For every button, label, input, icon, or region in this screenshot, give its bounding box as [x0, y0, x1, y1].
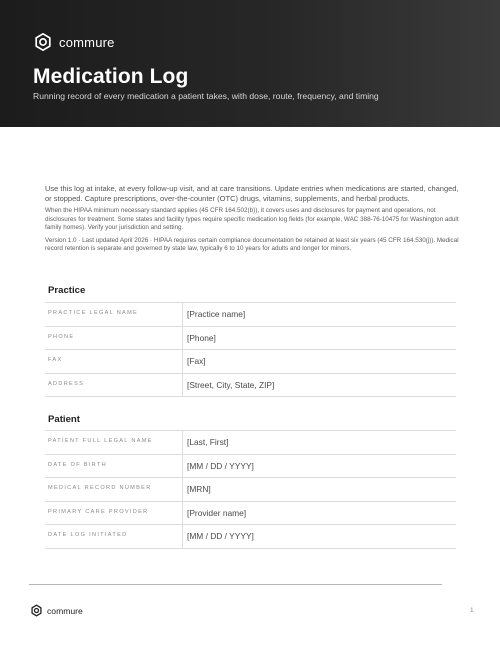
patient-fields	[45, 430, 456, 549]
practice-name-row	[45, 302, 456, 327]
field-label: ADDRESS	[48, 380, 85, 387]
practice-address-row	[45, 374, 456, 398]
patient-provider-row	[45, 502, 456, 526]
commure-logo-icon	[30, 604, 43, 617]
field-label: MEDICAL RECORD NUMBER	[48, 485, 152, 491]
page-number: 1	[470, 607, 474, 614]
brand-logo	[33, 32, 115, 52]
practice-name-field[interactable]: [Practice name]	[187, 309, 246, 319]
footer-brand-name: commure	[47, 605, 83, 616]
intro-text	[45, 184, 460, 258]
patient-dob-field[interactable]: [MM / DD / YYYY]	[187, 460, 254, 471]
patient-name-field[interactable]: [Last, First]	[187, 437, 229, 447]
field-divider	[182, 303, 183, 326]
footer-divider	[29, 584, 442, 585]
page-subtitle: Running record of every medication a patient takes, with dose, route, frequency, and timing	[33, 91, 379, 101]
field-label: DATE LOG INITIATED	[48, 532, 128, 538]
field-label: PRACTICE LEGAL NAME	[48, 310, 139, 316]
field-label: PATIENT FULL LEGAL NAME	[48, 438, 153, 444]
log-initiated-field[interactable]: [MM / DD / YYYY]	[187, 531, 254, 541]
patient-provider-field[interactable]: [Provider name]	[187, 507, 247, 518]
field-divider	[182, 455, 183, 478]
commure-logo-icon	[33, 32, 53, 52]
practice-address-field[interactable]: [Street, City, State, ZIP]	[187, 379, 275, 390]
field-label: DATE OF BIRTH	[48, 461, 107, 468]
field-divider	[182, 431, 183, 454]
brand-name: commure	[59, 34, 115, 50]
field-label: PHONE	[48, 333, 75, 340]
patient-name-row	[45, 430, 456, 455]
log-initiated-row	[45, 525, 456, 549]
page-title: Medication Log	[33, 65, 189, 88]
intro-paragraph-version: Version 1.0 · Last updated April 2026 · HIPAA requires certain compliance documentation be retained at least six years (45 CFR 164.530(j)). Medical record retention is separate and governed by state law, typically 6 to 10 years for adults and longer for minors.	[45, 236, 459, 253]
field-divider	[182, 525, 183, 548]
patient-mrn-field[interactable]: [MRN]	[187, 484, 211, 494]
page-header	[0, 0, 500, 127]
practice-phone-row	[45, 327, 456, 351]
field-divider	[182, 374, 183, 397]
field-label: FAX	[48, 357, 63, 363]
intro-paragraph-usage: Use this log at intake, at every follow-up visit, and at care transitions. Update entries when medications are started, changed, or stopped. Capture prescriptions, over-the-counter (OTC) drugs, vitamins, supplements, and herbal products.	[45, 184, 459, 203]
field-divider	[182, 478, 183, 501]
patient-dob-row	[45, 455, 456, 479]
patient-mrn-row	[45, 478, 456, 502]
practice-phone-field[interactable]: [Phone]	[187, 332, 216, 343]
footer-brand-logo	[30, 604, 83, 617]
field-divider	[182, 350, 183, 373]
practice-fax-row	[45, 350, 456, 374]
field-divider	[182, 502, 183, 525]
patient-section-title: Patient	[48, 414, 80, 425]
practice-section-title: Practice	[48, 285, 86, 296]
practice-fields	[45, 302, 456, 397]
field-divider	[182, 327, 183, 350]
practice-fax-field[interactable]: [Fax]	[187, 356, 206, 366]
field-label: PRIMARY CARE PROVIDER	[48, 508, 149, 515]
intro-paragraph-hipaa: When the HIPAA minimum necessary standard applies (45 CFR 164.502(b)), it covers uses and disclosures for payment and operations, not disclosures for treatment. Some states and facility types require specific medication log fields (for example, WAC 388-76-10475 for Washington adult family homes). Verify your jurisdiction and setting.	[45, 207, 459, 232]
